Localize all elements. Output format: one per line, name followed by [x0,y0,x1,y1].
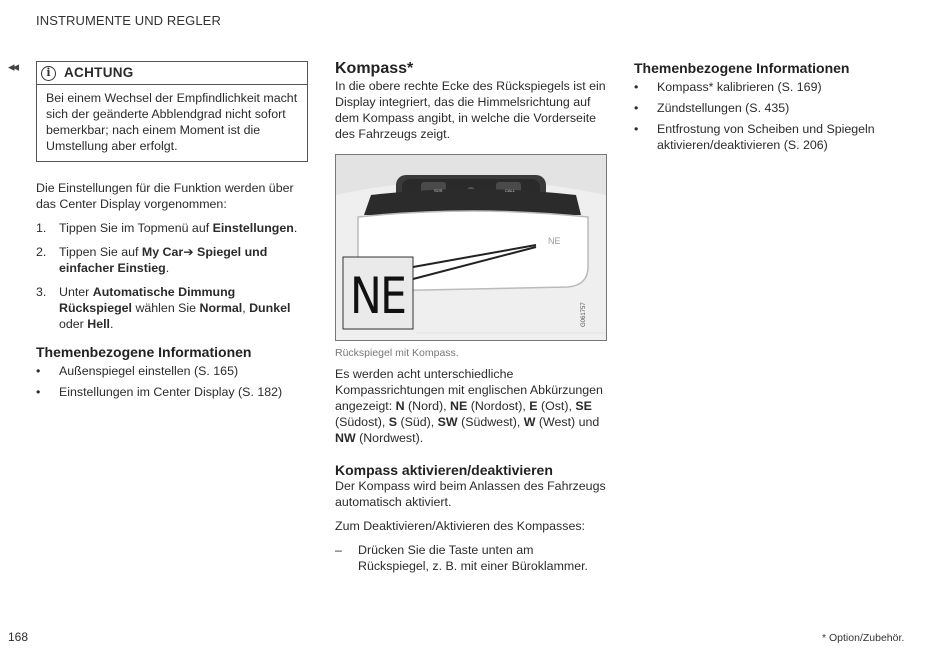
step-number: 2. [36,245,47,259]
related-info-heading: Themenbezogene Informationen [36,344,252,360]
arrow-right-icon: ➔ [183,245,194,259]
settings-intro: Die Einstellungen für die Funktion werden über das Center Display vorgenommen: [36,181,294,211]
related-list [634,79,910,153]
column-right [634,60,910,158]
compass-display-zoom: NE [350,267,406,325]
related-info-heading: Themenbezogene Informationen [634,60,850,76]
column-left [36,61,308,405]
warning-title: ACHTUNG [64,65,134,80]
step-item [36,284,308,332]
related-link[interactable]: • Entfrostung von Scheiben und Spiegeln aktivieren/deaktivieren (S. 206) [634,122,875,152]
call-button-label: CALL [505,188,516,193]
column-middle [335,60,607,574]
step-text: Tippen Sie im Topmenü auf Einstellungen. [59,221,298,235]
figure-caption: Rückspiegel mit Kompass. [335,347,459,359]
back-arrows-icon[interactable]: ◂◂ [8,59,18,74]
related-link[interactable]: • Außenspiegel einstellen (S. 165) [36,364,239,378]
related-link[interactable]: • Einstellungen im Center Display (S. 182) [36,385,283,399]
compass-intro: In die obere rechte Ecke des Rückspiegels ist ein Display integriert, das die Himmelsrichtung auf dem Kompass angibt, in welche die Vorderseite des Fahrzeugs zeigt. [335,79,606,141]
step-text: Tippen Sie auf My Car➔ Spiegel und einfacher Einstieg. [59,245,268,275]
step-number: 3. [36,285,47,299]
related-list [36,363,308,400]
step-number: 1. [36,221,47,235]
warning-header [37,62,307,85]
warning-box [36,61,308,162]
activate-heading: Kompass aktivieren/deaktivieren [335,462,553,478]
directions-paragraph: Es werden acht unterschiedliche Kompassrichtungen mit englischen Abkürzungen angezeigt: N (Nord), NE (Nordost), E (Ost), SE (Südost), S (Süd), SW (Südwest), W (West) und NW (Nordwest). [335,367,603,445]
section-title: Kompass* [335,60,414,77]
sos-button-label: SOS [434,188,443,193]
steps-list [36,220,308,332]
step-item [36,244,308,276]
mirror-figure [335,154,607,341]
figure-code: G061757 [581,302,587,327]
activate-text: Der Kompass wird beim Anlassen des Fahrzeugs automatisch aktiviert. [335,479,606,509]
info-icon: i [41,66,56,81]
page-number: 168 [8,630,29,644]
warning-text: Bei einem Wechsel der Empfindlichkeit macht sich der geänderte Abblendgrad nicht sofort bemerkbar; nach einem Moment ist die Umstellung aber erfolgt. [46,91,298,153]
step-text: Unter Automatische Dimmung Rückspiegel wählen Sie Normal, Dunkel oder Hell. [59,285,291,331]
compass-display-small: NE [548,236,561,246]
page-header: INSTRUMENTE UND REGLER [36,13,221,28]
toggle-step: – Drücken Sie die Taste unten am Rückspiegel, z. B. mit einer Büroklammer. [335,543,588,573]
related-link[interactable]: • Zündstellungen (S. 435) [634,101,790,115]
related-link[interactable]: • Kompass* kalibrieren (S. 169) [634,80,822,94]
footnote: * Option/Zubehör. [822,632,905,644]
toggle-intro: Zum Deaktivieren/Aktivieren des Kompasses: [335,519,585,533]
step-item [36,220,308,236]
